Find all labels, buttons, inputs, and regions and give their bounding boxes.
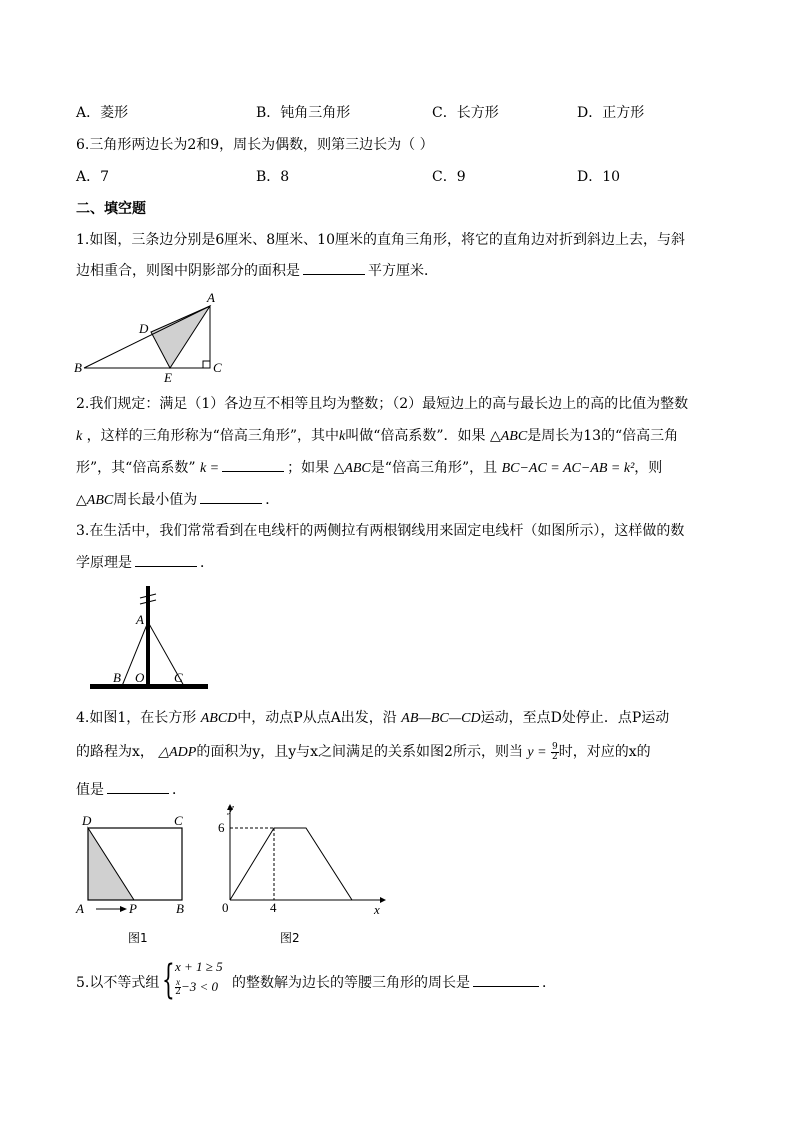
f3-label-c: C <box>174 670 183 685</box>
f4-fig1-b: B <box>176 901 184 916</box>
f4-fig2-zero: 0 <box>222 900 229 915</box>
q6-option-a: A．7 <box>76 169 110 185</box>
f2-abc: ABC <box>500 429 528 444</box>
f4-frac-num: 9 <box>552 741 558 752</box>
f2-line3 <box>76 457 662 477</box>
f3-line1: 3.在生活中，我们常常看到在电线杆的两侧拉有两根钢线用来固定电线杆（如图所示），这样做的数 <box>76 523 685 539</box>
f1-line1: 1.如图，三条边分别是6厘米、8厘米、10厘米的直角三角形，将它的直角边对折到斜边上去，与斜 <box>76 232 685 248</box>
f4-fig1-p: P <box>129 901 137 916</box>
f1-label-a: A <box>207 290 215 305</box>
f4-text3a: 值是 <box>76 782 104 798</box>
f4-figure-2 <box>210 800 390 948</box>
f1-text-a: 边相重合，则图中阴影部分的面积是 <box>76 263 300 279</box>
f4-y-eq: y = <box>527 745 547 760</box>
q5-option-c: C．长方形 <box>432 105 499 121</box>
f4-line2 <box>76 741 651 762</box>
f5-suffix: 的整数解为边长的等腰三角形的周长是 <box>232 975 470 991</box>
f4-fig2-caption: 图2 <box>280 931 300 945</box>
q5-option-d: D．正方形 <box>577 105 645 121</box>
q6-option-d: D．10 <box>577 169 621 185</box>
f4-figure-1 <box>70 808 200 948</box>
f4-text2c: 的面积为y，且y与x之间满足的关系如图2所示，则当 <box>196 744 523 760</box>
f2-text-d: 叫做“倍高系数”．如果 △ <box>345 428 501 444</box>
q6-option-b: B．8 <box>256 169 290 185</box>
f2-equation: BC−AC = AC−AB = k² <box>501 461 635 476</box>
f4-fig1-a: A <box>76 901 84 916</box>
f4-line1 <box>76 707 669 727</box>
f3-line2 <box>76 552 214 572</box>
f4-shaded-triangle <box>88 828 134 900</box>
f5-answer-blank[interactable] <box>473 974 539 987</box>
f3-label-o: O <box>135 670 145 685</box>
f3-answer-blank[interactable] <box>135 554 197 567</box>
q5-option-b: B．钝角三角形 <box>256 105 351 121</box>
f4-text1e: 运动，至点D处停止．点P运动 <box>480 710 670 726</box>
f4-text2e: 时，对应的x的 <box>558 744 651 760</box>
f4-line3 <box>76 779 186 799</box>
f1-shaded-region <box>151 306 210 368</box>
f3-label-a: A <box>136 612 144 627</box>
f4-fig2-y: y <box>228 800 234 815</box>
f2-line4 <box>76 489 279 509</box>
f4-fig1-d: D <box>82 813 92 828</box>
f3-text-b: ． <box>200 555 214 571</box>
f1-label-c: C <box>213 360 222 375</box>
f5-end: ． <box>542 975 556 991</box>
f2-answer-blank-2[interactable] <box>200 491 262 504</box>
f4-frac-den: 2 <box>552 751 558 762</box>
f2-k: k <box>76 429 83 444</box>
f5-frac-num: x <box>176 977 180 987</box>
f4-text1a: 4.如图1，在长方形 <box>76 710 197 726</box>
f1-answer-blank[interactable] <box>303 262 365 275</box>
f2-text3c: ；如果 △ <box>287 460 345 476</box>
f2-line2 <box>76 425 678 445</box>
f2-text-f: 是周长为13的“倍高三角 <box>527 428 679 444</box>
f5-suffix-wrap <box>232 972 556 992</box>
f2-abc3: ABC <box>86 493 114 508</box>
f4-fig2-six: 6 <box>218 820 225 835</box>
f1-label-b: B <box>74 360 82 375</box>
f4-abcd: ABCD <box>200 711 238 726</box>
f4-fig1-c: C <box>174 813 183 828</box>
f5-frac-den: 2 <box>175 987 181 997</box>
f4-answer-blank[interactable] <box>107 781 169 794</box>
f2-abc2: ABC <box>344 461 371 476</box>
section-title: 二、填空题 <box>76 201 146 217</box>
f3-pole-figure <box>86 582 216 694</box>
f2-text3a: 形”，其“倍高系数” <box>76 460 196 476</box>
f3-label-b: B <box>113 670 121 685</box>
f4-fig2-four: 4 <box>270 900 277 915</box>
f2-text-b: ，这样的三角形称为“倍高三角形”，其中 <box>86 428 339 444</box>
q6-stem: 6.三角形两边长为2和9，周长为偶数，则第三边长为（ ） <box>76 137 434 153</box>
f2-text3g: ，则 <box>634 460 663 476</box>
f4-path: AB—BC—CD <box>401 711 481 726</box>
f5-prefix: 5.以不等式组 <box>76 975 160 991</box>
f1-label-d: D <box>139 321 149 336</box>
f2-text3e: 是“倍高三角形”，且 <box>370 460 498 476</box>
f5-ineq2-rest: −3 < 0 <box>181 979 219 994</box>
f2-k-eq: k = <box>199 461 220 476</box>
f3-text-a: 学原理是 <box>76 555 132 571</box>
f5-ineq1: x + 1 ≥ 5 <box>175 959 223 974</box>
f5-ineq2 <box>175 978 218 997</box>
f2-text4d: ． <box>265 492 280 508</box>
f2-k2: k <box>339 429 346 444</box>
f5-brace: { <box>162 957 175 1003</box>
f1-triangle-figure <box>70 286 230 386</box>
f2-answer-blank-1[interactable] <box>222 459 284 472</box>
f4-fig1-caption: 图1 <box>128 931 148 945</box>
f2-line1: 2.我们规定：满足（1）各边互不相等且均为整数；（2）最短边上的高与最长边上的高的比值为整数 <box>76 396 689 412</box>
f1-line2 <box>76 260 438 280</box>
f4-text2a: 的路程为x， <box>76 744 154 760</box>
f2-text4c: 周长最小值为 <box>113 492 198 508</box>
f4-adp: △ADP <box>158 745 197 760</box>
f4-fig2-x: x <box>374 902 380 917</box>
f1-label-e: E <box>164 370 172 385</box>
f4-text1c: 中，动点P从点A出发，沿 <box>237 710 397 726</box>
q5-option-a: A．菱形 <box>76 105 129 121</box>
f4-text3b: ． <box>172 782 186 798</box>
f2-triangle-sym: △ <box>76 492 87 508</box>
q6-option-c: C．9 <box>432 169 466 185</box>
f4-fraction <box>551 743 559 762</box>
f1-text-b: 平方厘米． <box>368 263 438 279</box>
